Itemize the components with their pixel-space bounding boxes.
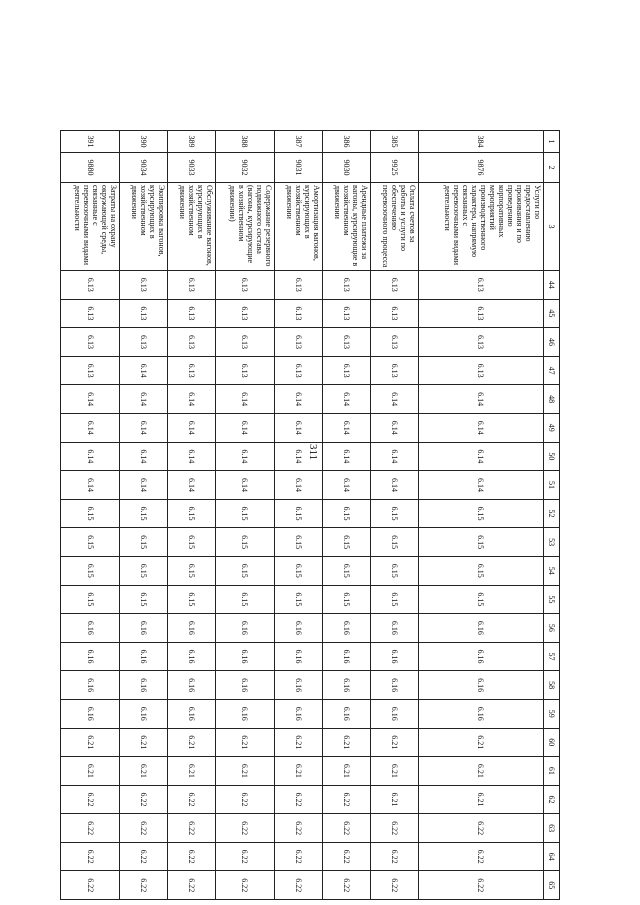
value-cell: 6.15 — [120, 585, 168, 614]
value-cell: 6.16 — [274, 699, 322, 728]
value-cell: 6.15 — [418, 528, 543, 557]
value-cell: 6.15 — [322, 585, 370, 614]
value-cell: 6.21 — [274, 757, 322, 786]
row-code: 9925 — [370, 153, 418, 183]
page-number: 311 — [307, 443, 319, 461]
value-cell: 6.15 — [418, 556, 543, 585]
value-cell: 6.14 — [274, 471, 322, 500]
value-cell: 6.14 — [370, 413, 418, 442]
value-cell: 6.14 — [215, 442, 274, 471]
row-code: 9034 — [120, 153, 168, 183]
column-header: 54 — [544, 556, 560, 585]
value-cell: 6.13 — [120, 328, 168, 357]
value-cell: 6.16 — [120, 699, 168, 728]
value-cell: 6.15 — [120, 499, 168, 528]
value-cell: 6.15 — [370, 585, 418, 614]
column-header: 61 — [544, 757, 560, 786]
value-cell: 6.13 — [370, 356, 418, 385]
column-header: 51 — [544, 471, 560, 500]
row-number: 386 — [322, 131, 370, 153]
value-cell: 6.16 — [120, 671, 168, 700]
value-cell: 6.15 — [370, 499, 418, 528]
row-number: 385 — [370, 131, 418, 153]
value-cell: 6.14 — [120, 413, 168, 442]
row-description: Обслуживание вагонов, курсирующих в хозяйственном движении — [167, 183, 215, 271]
column-header: 1 — [544, 131, 560, 153]
value-cell: 6.22 — [61, 842, 120, 871]
value-cell: 6.13 — [120, 271, 168, 300]
table-row — [167, 131, 215, 900]
value-cell: 6.22 — [274, 814, 322, 843]
value-cell: 6.15 — [215, 528, 274, 557]
row-code: 9876 — [418, 153, 543, 183]
value-cell: 6.16 — [61, 642, 120, 671]
value-cell: 6.22 — [167, 842, 215, 871]
value-cell: 6.15 — [322, 556, 370, 585]
value-cell: 6.14 — [274, 413, 322, 442]
value-cell: 6.15 — [61, 528, 120, 557]
value-cell: 6.16 — [215, 671, 274, 700]
value-cell: 6.16 — [274, 671, 322, 700]
value-cell: 6.22 — [167, 785, 215, 814]
value-cell: 6.15 — [274, 528, 322, 557]
row-number: 391 — [61, 131, 120, 153]
value-cell: 6.13 — [167, 356, 215, 385]
value-cell: 6.15 — [370, 528, 418, 557]
value-cell: 6.22 — [370, 814, 418, 843]
column-header: 52 — [544, 499, 560, 528]
table-row — [274, 131, 322, 900]
row-number: 390 — [120, 131, 168, 153]
value-cell: 6.13 — [322, 299, 370, 328]
value-cell: 6.22 — [418, 814, 543, 843]
row-code: 9880 — [61, 153, 120, 183]
value-cell: 6.22 — [167, 871, 215, 900]
column-header: 48 — [544, 385, 560, 414]
value-cell: 6.13 — [274, 299, 322, 328]
value-cell: 6.16 — [61, 614, 120, 643]
value-cell: 6.22 — [370, 842, 418, 871]
value-cell: 6.13 — [418, 328, 543, 357]
value-cell: 6.15 — [418, 499, 543, 528]
value-cell: 6.16 — [370, 642, 418, 671]
value-cell: 6.22 — [61, 814, 120, 843]
column-header: 65 — [544, 871, 560, 900]
column-header: 47 — [544, 356, 560, 385]
value-cell: 6.16 — [167, 699, 215, 728]
value-cell: 6.22 — [120, 842, 168, 871]
column-header: 59 — [544, 699, 560, 728]
value-cell: 6.16 — [167, 614, 215, 643]
value-cell: 6.14 — [370, 471, 418, 500]
value-cell: 6.15 — [120, 556, 168, 585]
value-cell: 6.13 — [61, 356, 120, 385]
value-cell: 6.16 — [370, 614, 418, 643]
value-cell: 6.21 — [167, 757, 215, 786]
column-header: 62 — [544, 785, 560, 814]
value-cell: 6.16 — [274, 642, 322, 671]
value-cell: 6.16 — [418, 699, 543, 728]
value-cell: 6.22 — [274, 842, 322, 871]
column-header: 49 — [544, 413, 560, 442]
value-cell: 6.22 — [418, 842, 543, 871]
column-header: 45 — [544, 299, 560, 328]
column-header: 46 — [544, 328, 560, 357]
value-cell: 6.13 — [61, 299, 120, 328]
value-cell: 6.16 — [418, 671, 543, 700]
value-cell: 6.13 — [215, 271, 274, 300]
value-cell: 6.13 — [215, 299, 274, 328]
value-cell: 6.22 — [61, 785, 120, 814]
value-cell: 6.15 — [274, 556, 322, 585]
value-cell: 6.22 — [167, 814, 215, 843]
value-cell: 6.14 — [61, 471, 120, 500]
row-number: 387 — [274, 131, 322, 153]
table-row — [61, 131, 120, 900]
value-cell: 6.22 — [274, 785, 322, 814]
column-header: 63 — [544, 814, 560, 843]
value-cell: 6.16 — [167, 671, 215, 700]
value-cell: 6.14 — [322, 413, 370, 442]
value-cell: 6.16 — [61, 699, 120, 728]
value-cell: 6.14 — [274, 442, 322, 471]
value-cell: 6.22 — [322, 871, 370, 900]
value-cell: 6.15 — [215, 499, 274, 528]
column-header: 53 — [544, 528, 560, 557]
value-cell: 6.14 — [418, 413, 543, 442]
value-cell: 6.22 — [274, 871, 322, 900]
value-cell: 6.13 — [418, 356, 543, 385]
row-description: Амортизация вагонов, курсирующих в хозяйственном движении — [274, 183, 322, 271]
value-cell: 6.14 — [61, 442, 120, 471]
value-cell: 6.22 — [120, 785, 168, 814]
data-table — [60, 130, 560, 900]
value-cell: 6.21 — [322, 757, 370, 786]
value-cell: 6.14 — [167, 442, 215, 471]
value-cell: 6.16 — [322, 642, 370, 671]
value-cell: 6.14 — [322, 442, 370, 471]
value-cell: 6.16 — [215, 614, 274, 643]
value-cell: 6.16 — [215, 699, 274, 728]
value-cell: 6.14 — [120, 385, 168, 414]
value-cell: 6.15 — [274, 585, 322, 614]
value-cell: 6.21 — [370, 757, 418, 786]
row-description: Арендные платежи за вагоны, курсирующие в хозяйственном движении — [322, 183, 370, 271]
value-cell: 6.16 — [418, 642, 543, 671]
value-cell: 6.16 — [215, 642, 274, 671]
value-cell: 6.14 — [120, 471, 168, 500]
value-cell: 6.16 — [120, 642, 168, 671]
value-cell: 6.14 — [215, 385, 274, 414]
value-cell: 6.22 — [215, 871, 274, 900]
value-cell: 6.21 — [418, 728, 543, 757]
value-cell: 6.14 — [370, 442, 418, 471]
row-code: 9033 — [167, 153, 215, 183]
value-cell: 6.16 — [274, 614, 322, 643]
value-cell: 6.14 — [322, 471, 370, 500]
value-cell: 6.13 — [215, 356, 274, 385]
value-cell: 6.21 — [418, 785, 543, 814]
value-cell: 6.14 — [120, 442, 168, 471]
row-description: Содержание резервного подвижного состава (вагоны, курсирующие в хозяйственном движении) — [215, 183, 274, 271]
value-cell: 6.15 — [274, 499, 322, 528]
row-number: 384 — [418, 131, 543, 153]
value-cell: 6.14 — [167, 471, 215, 500]
value-cell: 6.15 — [61, 585, 120, 614]
value-cell: 6.16 — [120, 614, 168, 643]
value-cell: 6.13 — [418, 299, 543, 328]
value-cell: 6.14 — [370, 385, 418, 414]
value-cell: 6.15 — [167, 585, 215, 614]
value-cell: 6.15 — [167, 556, 215, 585]
value-cell: 6.22 — [215, 842, 274, 871]
value-cell: 6.21 — [215, 728, 274, 757]
column-header: 58 — [544, 671, 560, 700]
value-cell: 6.13 — [215, 328, 274, 357]
value-cell: 6.13 — [61, 328, 120, 357]
value-cell: 6.22 — [215, 814, 274, 843]
value-cell: 6.13 — [322, 328, 370, 357]
value-cell: 6.14 — [215, 471, 274, 500]
table-row — [322, 131, 370, 900]
value-cell: 6.14 — [167, 385, 215, 414]
row-description: Услуги по предоставлению проживания и по проведению корпоративных мероприятий производственного характера, напрямую связанных с перевозочными видами деятельности — [418, 183, 543, 271]
value-cell: 6.21 — [120, 728, 168, 757]
row-description: Оплата счетов за работы и услуги по обеспечению перевозочного процесса — [370, 183, 418, 271]
value-cell: 6.21 — [322, 728, 370, 757]
value-cell: 6.22 — [322, 785, 370, 814]
value-cell: 6.15 — [61, 499, 120, 528]
value-cell: 6.22 — [61, 871, 120, 900]
column-header: 56 — [544, 614, 560, 643]
value-cell: 6.21 — [120, 757, 168, 786]
value-cell: 6.13 — [322, 271, 370, 300]
value-cell: 6.16 — [61, 671, 120, 700]
row-code: 9031 — [274, 153, 322, 183]
value-cell: 6.14 — [322, 385, 370, 414]
value-cell: 6.13 — [274, 356, 322, 385]
value-cell: 6.14 — [274, 385, 322, 414]
value-cell: 6.13 — [322, 356, 370, 385]
value-cell: 6.16 — [322, 699, 370, 728]
value-cell: 6.21 — [61, 728, 120, 757]
value-cell: 6.14 — [167, 413, 215, 442]
value-cell: 6.13 — [167, 271, 215, 300]
value-cell: 6.21 — [370, 785, 418, 814]
table-row — [120, 131, 168, 900]
value-cell: 6.15 — [215, 556, 274, 585]
value-cell: 6.22 — [120, 814, 168, 843]
row-description: Затраты на охрану окружающей среды, связанные с перевозочными видами деятельности — [61, 183, 120, 271]
row-number: 388 — [215, 131, 274, 153]
value-cell: 6.15 — [167, 528, 215, 557]
column-header: 60 — [544, 728, 560, 757]
value-cell: 6.13 — [418, 271, 543, 300]
rotated-table-container — [60, 130, 560, 900]
value-cell: 6.14 — [61, 385, 120, 414]
value-cell: 6.14 — [418, 385, 543, 414]
value-cell: 6.21 — [418, 757, 543, 786]
table-row — [418, 131, 543, 900]
value-cell: 6.15 — [215, 585, 274, 614]
column-header: 55 — [544, 585, 560, 614]
value-cell: 6.22 — [370, 871, 418, 900]
value-cell: 6.22 — [215, 785, 274, 814]
value-cell: 6.15 — [61, 556, 120, 585]
value-cell: 6.22 — [120, 871, 168, 900]
value-cell: 6.16 — [418, 614, 543, 643]
value-cell: 6.14 — [418, 442, 543, 471]
value-cell: 6.14 — [61, 413, 120, 442]
value-cell: 6.21 — [167, 728, 215, 757]
column-header: 64 — [544, 842, 560, 871]
value-cell: 6.22 — [322, 842, 370, 871]
value-cell: 6.16 — [167, 642, 215, 671]
column-header: 2 — [544, 153, 560, 183]
value-cell: 6.13 — [274, 328, 322, 357]
value-cell: 6.21 — [370, 728, 418, 757]
value-cell: 6.15 — [322, 499, 370, 528]
value-cell: 6.13 — [120, 299, 168, 328]
value-cell: 6.22 — [418, 871, 543, 900]
value-cell: 6.15 — [120, 528, 168, 557]
value-cell: 6.15 — [167, 499, 215, 528]
value-cell: 6.21 — [61, 757, 120, 786]
row-code: 9030 — [322, 153, 370, 183]
value-cell: 6.15 — [322, 528, 370, 557]
value-cell: 6.13 — [61, 271, 120, 300]
header-row — [544, 131, 560, 900]
value-cell: 6.13 — [370, 299, 418, 328]
value-cell: 6.16 — [370, 671, 418, 700]
value-cell: 6.21 — [215, 757, 274, 786]
value-cell: 6.16 — [322, 671, 370, 700]
column-header: 3 — [544, 183, 560, 271]
table-body — [61, 131, 544, 900]
value-cell: 6.13 — [167, 328, 215, 357]
value-cell: 6.14 — [215, 413, 274, 442]
value-cell: 6.16 — [322, 614, 370, 643]
table-row — [215, 131, 274, 900]
row-description: Экипировка вагонов, курсирующих в хозяйственном движении — [120, 183, 168, 271]
value-cell: 6.14 — [120, 356, 168, 385]
column-header: 50 — [544, 442, 560, 471]
value-cell: 6.13 — [274, 271, 322, 300]
table-row — [370, 131, 418, 900]
value-cell: 6.13 — [370, 328, 418, 357]
column-header: 57 — [544, 642, 560, 671]
value-cell: 6.22 — [322, 814, 370, 843]
column-header: 44 — [544, 271, 560, 300]
value-cell: 6.21 — [274, 728, 322, 757]
value-cell: 6.15 — [418, 585, 543, 614]
value-cell: 6.13 — [167, 299, 215, 328]
value-cell: 6.14 — [418, 471, 543, 500]
row-code: 9032 — [215, 153, 274, 183]
value-cell: 6.16 — [370, 699, 418, 728]
row-number: 389 — [167, 131, 215, 153]
value-cell: 6.15 — [370, 556, 418, 585]
value-cell: 6.13 — [370, 271, 418, 300]
